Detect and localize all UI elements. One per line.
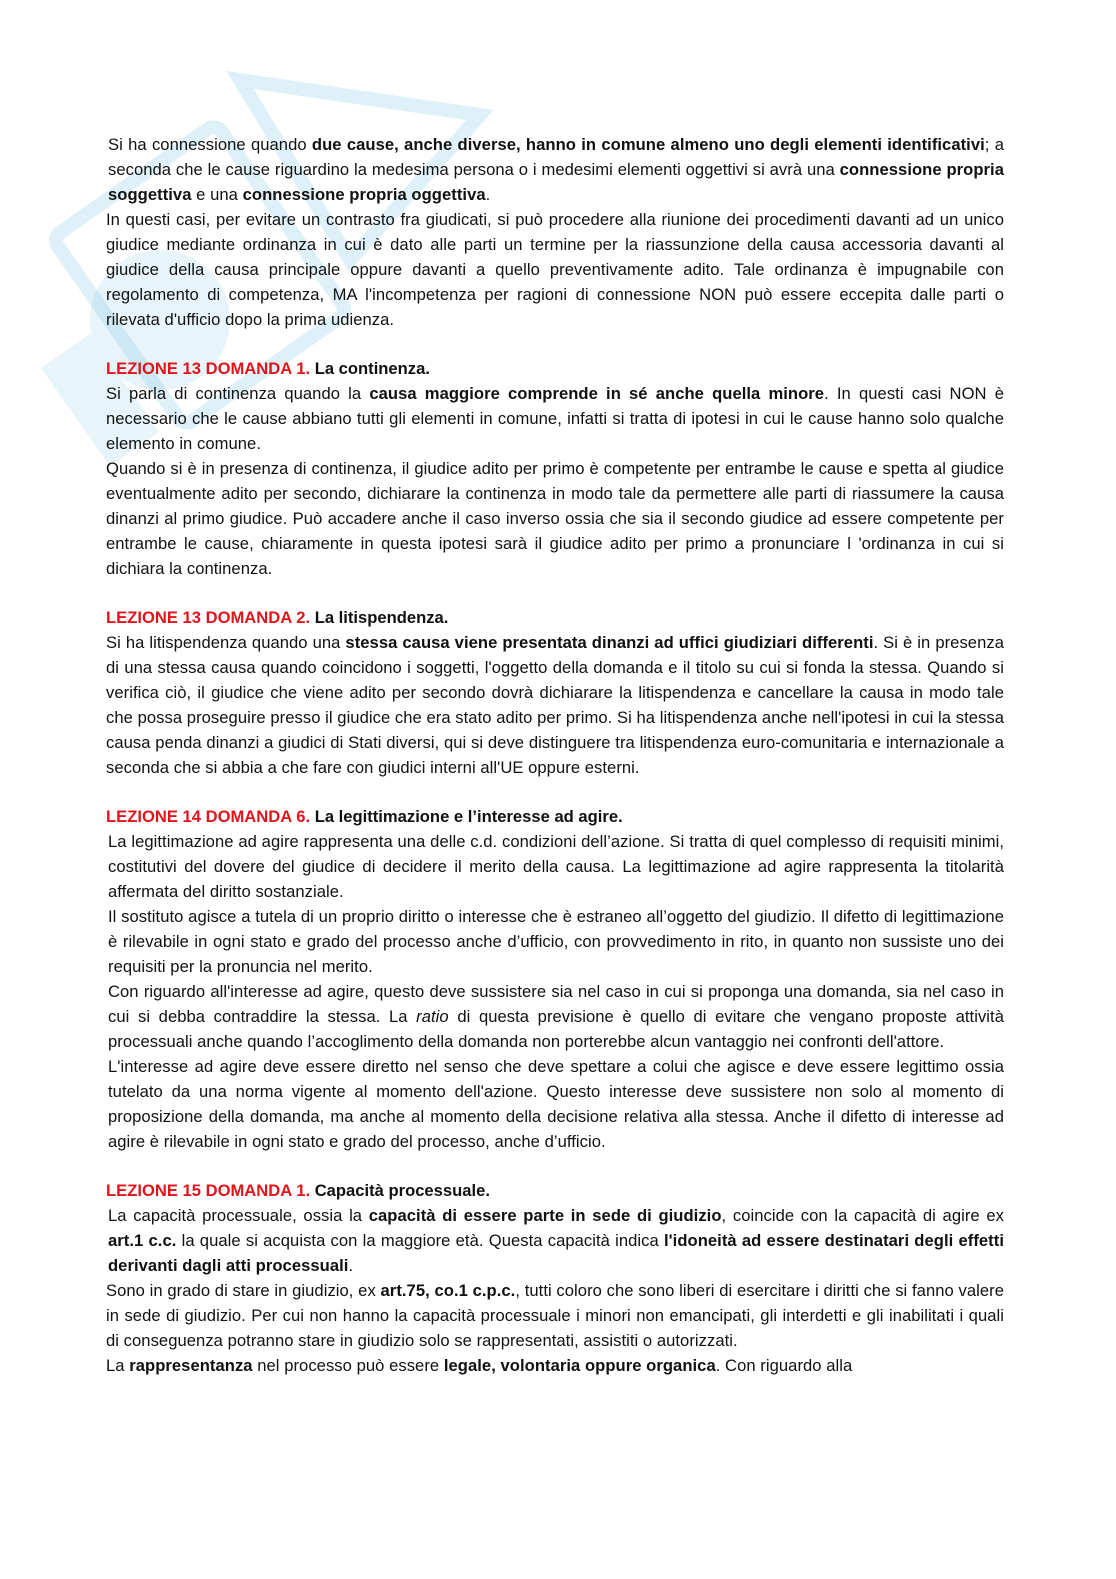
bold-run: legale, volontaria oppure organica: [443, 1356, 716, 1375]
paragraph: Con riguardo all'interesse ad agire, questo deve sussistere sia nel caso in cui si proponga una domanda, sia nel caso in cui si debba contraddire la stessa. La ratio di questa previsione è quello di evitare che vengano proposte attività processuali anche quando l’accoglimento della domanda non porterebbe alcun vantaggio nei confronti dell'attore.: [108, 982, 1004, 1051]
lesson-code: LEZIONE 13 DOMANDA 2.: [106, 608, 311, 627]
section-title: La continenza.: [310, 359, 430, 378]
bold-run: connessione propria oggettiva: [242, 185, 486, 204]
section-heading: [106, 356, 1004, 381]
paragraph: L'interesse ad agire deve essere diretto nel senso che deve spettare a colui che agisce e deve essere legittimo ossia tutelato da una norma vigente al momento dell'azione. Questo interesse deve sussistere non solo al momento di proposizione della domanda, ma anche al momento della decisione relativa alla stessa. Anche il difetto di interesse ad agire è rilevabile in ogni stato e grado del processo, anche d’ufficio.: [108, 1057, 1004, 1151]
paragraph: La rappresentanza nel processo può essere legale, volontaria oppure organica. Con riguardo alla: [106, 1356, 853, 1375]
bold-run: l'idoneità ad essere destinatari degli effetti derivanti dagli atti processuali: [108, 1231, 1004, 1275]
paragraph: Sono in grado di stare in giudizio, ex art.75, co.1 c.p.c., tutti coloro che sono liberi di esercitare i diritti che si fanno valere in sede di giudizio. Per cui non hanno la capacità processuale i minori non emancipati, gli interdetti e gli inabilitati i quali di conseguenza potranno stare in giudizio solo se rappresentati, assistiti o autorizzati.: [106, 1281, 1004, 1350]
section-title: Capacità processuale.: [310, 1181, 490, 1200]
bold-run: stessa causa viene presentata dinanzi ad uffici giudiziari differenti: [345, 633, 874, 652]
bold-run: rappresentanza: [129, 1356, 253, 1375]
intro-paragraph-1: Si ha connessione quando due cause, anche diverse, hanno in comune almeno uno degli elementi identificativi; a seconda che le cause riguardino la medesima persona o i medesimi elementi oggettivi si avrà una connessione propria soggettiva e una connessione propria oggettiva.: [108, 135, 1005, 204]
bold-run: art.75, co.1 c.p.c.: [380, 1281, 516, 1300]
section-continenza: [106, 356, 1004, 581]
section-heading: [106, 1178, 1004, 1203]
italic-run: ratio: [416, 1007, 449, 1026]
paragraph: La legittimazione ad agire rappresenta una delle c.d. condizioni dell’azione. Si tratta di quel complesso di requisiti minimi, costitutivi del dovere del giudice di decidere il merito della causa. La legittimazione ad agire rappresenta la titolarità affermata del diritto sostanziale.: [108, 832, 1004, 901]
section-capacita: [106, 1178, 1004, 1378]
lesson-code: LEZIONE 14 DOMANDA 6.: [106, 807, 311, 826]
bold-run: causa maggiore comprende in sé anche quella minore: [369, 384, 825, 403]
intro-section: [106, 132, 1004, 332]
section-heading: [106, 605, 1004, 630]
paragraph: Il sostituto agisce a tutela di un proprio diritto o interesse che è estraneo all’oggetto del giudizio. Il difetto di legittimazione è rilevabile in ogni stato e grado del processo anche d’ufficio, con provvedimento in rito, in quanto non sussiste uno dei requisiti per la pronuncia nel merito.: [108, 907, 1004, 976]
bold-run: art.1 c.c.: [108, 1231, 177, 1250]
paragraph: Quando si è in presenza di continenza, il giudice adito per primo è competente per entrambe le cause e spetta al giudice eventualmente adito per secondo, dichiarare la continenza in modo tale da permettere alle parti di riassumere la causa dinanzi al primo giudice. Può accadere anche il caso inverso ossia che sia il secondo giudice ad essere competente per entrambe le cause, chiaramente in questa ipotesi sarà il giudice adito per primo a pronunciare l 'ordinanza in cui si dichiara la continenza.: [106, 459, 1004, 578]
paragraph: Si ha litispendenza quando una stessa causa viene presentata dinanzi ad uffici giudiziari differenti. Si è in presenza di una stessa causa quando coincidono i soggetti, l'oggetto della domanda e il titolo su cui si fonda la stessa. Quando si verifica ciò, il giudice che viene adito per secondo dovrà dichiarare la litispendenza e cancellare la causa in modo tale che possa proseguire presso il giudice che era stato adito per primo. Si ha litispendenza anche nell'ipotesi in cui la stessa causa penda dinanzi a giudici di Stati diversi, qui si deve distinguere tra litispendenza euro-comunitaria e internazionale a seconda che si abbia a che fare con giudici interni all'UE oppure esterni.: [106, 633, 1004, 777]
section-title: La legittimazione e l’interesse ad agire.: [310, 807, 623, 826]
bold-run: connessione propria soggettiva: [108, 160, 1004, 204]
section-litispendenza: [106, 605, 1004, 780]
lesson-code: LEZIONE 13 DOMANDA 1.: [106, 359, 311, 378]
bold-run: capacità di essere parte in sede di giudizio: [368, 1206, 722, 1225]
paragraph: La capacità processuale, ossia la capacità di essere parte in sede di giudizio, coincide con la capacità di agire ex art.1 c.c. la quale si acquista con la maggiore età. Questa capacità indica l'idoneità ad essere destinatari degli effetti derivanti dagli atti processuali.: [108, 1206, 1004, 1275]
section-heading: [106, 804, 1004, 829]
paragraph: Si parla di continenza quando la causa maggiore comprende in sé anche quella minore. In questi casi NON è necessario che le cause abbiano tutti gli elementi in comune, infatti si tratta di ipotesi in cui le cause hanno solo qualche elemento in comune.: [106, 384, 1004, 453]
bold-run: due cause, anche diverse, hanno in comune almeno uno degli elementi identificativi: [311, 135, 985, 154]
document-page: [106, 132, 1004, 1378]
lesson-code: LEZIONE 15 DOMANDA 1.: [106, 1181, 311, 1200]
intro-paragraph-2: In questi casi, per evitare un contrasto fra giudicati, si può procedere alla riunione dei procedimenti davanti ad un unico giudice mediante ordinanza in cui è dato alle parti un termine per la riassunzione della causa accessoria davanti al giudice della causa principale oppure davanti a quello preventivamente adito. Tale ordinanza è impugnabile con regolamento di competenza, MA l'incompetenza per ragioni di connessione NON può essere eccepita dalle parti o rilevata d'ufficio dopo la prima udienza.: [106, 210, 1004, 329]
section-legittimazione: [106, 804, 1004, 1154]
section-title: La litispendenza.: [310, 608, 449, 627]
